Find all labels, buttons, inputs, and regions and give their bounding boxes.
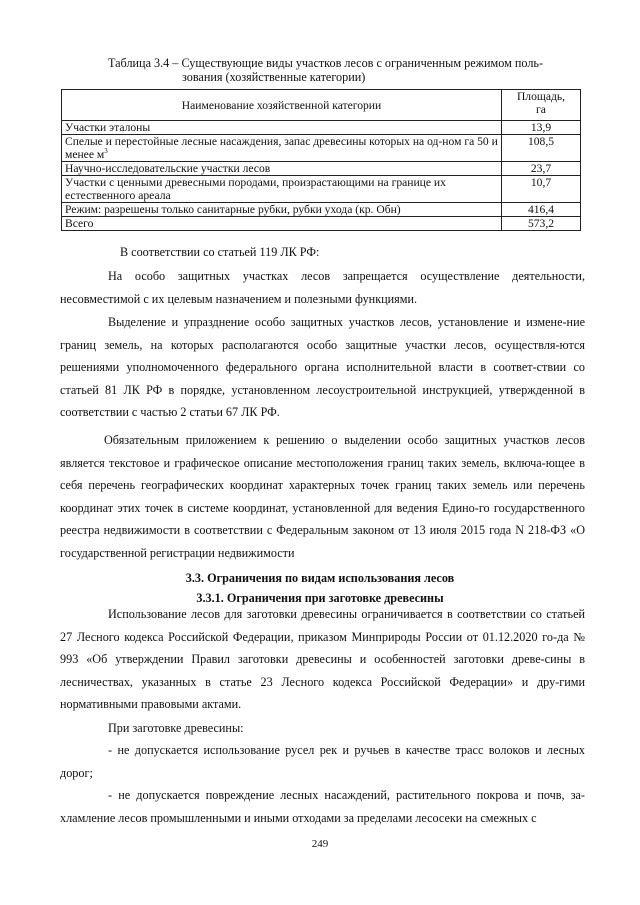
paragraph-1 [60,265,585,310]
row-name: Научно-исследовательские участки лесов [62,162,502,176]
paragraph-text: - не допускается повреждение лесных насаждений, растительного покрова и почв, за-хламление лесов промышленными и иными отходами за пределами лесосеки на смежных с [60,788,585,825]
paragraph-text: При заготовке древесины: [108,721,244,735]
paragraph-text: Использование лесов для заготовки древесины ограничивается в соответствии со статьей 27 Лесного кодекса Российской Федерации, приказом Минприроды России от 01.12.2020 го-да № 993 «Об утверждении Правил заготовки древесины и особенностей заготовки древе-сины в лесничествах, указанных в статье 23 Лесного кодекса Российской Федерации» и дру-гими нормативными правовыми актами. [60,607,585,712]
row-area: 13,9 [502,121,581,135]
page-number: 249 [311,838,329,850]
table-caption-line-2: зования (хозяйственные категории) [182,70,366,84]
header-area [502,90,581,121]
paragraph-6 [60,739,585,784]
paragraph-text: Выделение и упразднение особо защитных участков лесов, установление и измене-ние границ земель, на которых располагаются особо защитные участки лесов, осуществля-ются решениями уполномоченного федерального органа исполнительной власти в соответ-ствии со статьей 81 ЛК РФ в порядке, установленном лесоустроительной инструкцией, утвержденной в соответствии с частью 2 статьи 67 ЛК РФ. [60,315,585,420]
row-name-superscript: 3 [104,147,108,156]
header-category-name: Наименование хозяйственной категории [62,90,502,121]
table-row [62,203,581,217]
header-area-line-1: Площадь, [516,90,566,103]
table-row-total [62,217,581,231]
table-header-row [62,90,581,121]
table-row [62,176,581,203]
header-area-line-2: га [536,103,546,116]
paragraph-text: На особо защитных участках лесов запрещается осуществление деятельности, несовместимой с их целевым назначением и полезными функциями. [60,269,585,306]
paragraph-7 [60,784,585,829]
row-name: Участки с ценными древесными породами, произрастающими на границе их естественного ареала [62,176,502,203]
row-area: 416,4 [502,203,581,217]
table-row [62,162,581,176]
paragraph-3 [60,429,585,565]
row-area: 573,2 [502,217,581,231]
row-area: 108,5 [502,135,581,162]
subsection-heading: 3.3.1. Ограничения при заготовке древесины [196,591,444,605]
paragraph-text: - не допускается использование русел рек и ручьев в качестве трасс волоков и лесных дорог; [60,743,585,780]
row-name-cell [62,135,502,162]
row-name: Участки эталоны [62,121,502,135]
paragraph-text: Обязательным приложением к решению о выделении особо защитных участков лесов является текстовое и графическое описание местоположения границ таких земель, включа-ющее в себя перечень географических координат характерных точек границ таких земель или перечень координат этих точек в системе координат, установленной для ведения Едино-го государственного реестра недвижимости в соответствии с Федеральным законом от 13 июля 2015 года N 218-ФЗ «О государственной регистрации недвижимости [60,433,585,560]
paragraph-2 [60,311,585,424]
paragraph-5 [60,717,585,740]
row-area: 23,7 [502,162,581,176]
table-row [62,135,581,162]
table-row [62,121,581,135]
table-caption-line-1: Таблица 3.4 – Существующие виды участков лесов с ограниченным режимом поль- [108,56,544,70]
section-heading: 3.3. Ограничения по видам использования лесов [185,571,455,585]
table-caption [60,56,580,84]
forest-categories-table [61,89,581,231]
row-area: 10,7 [502,176,581,203]
paragraph-4 [60,603,585,716]
row-name: Режим: разрешены только санитарные рубки, рубки ухода (кр. Обн) [62,203,502,217]
article-reference: В соответствии со статьей 119 ЛК РФ: [120,245,320,259]
row-name: Спелые и перестойные лесные насаждения, запас древесины которых на од-ном га 50 и менее м [65,135,498,161]
row-name: Всего [62,217,502,231]
